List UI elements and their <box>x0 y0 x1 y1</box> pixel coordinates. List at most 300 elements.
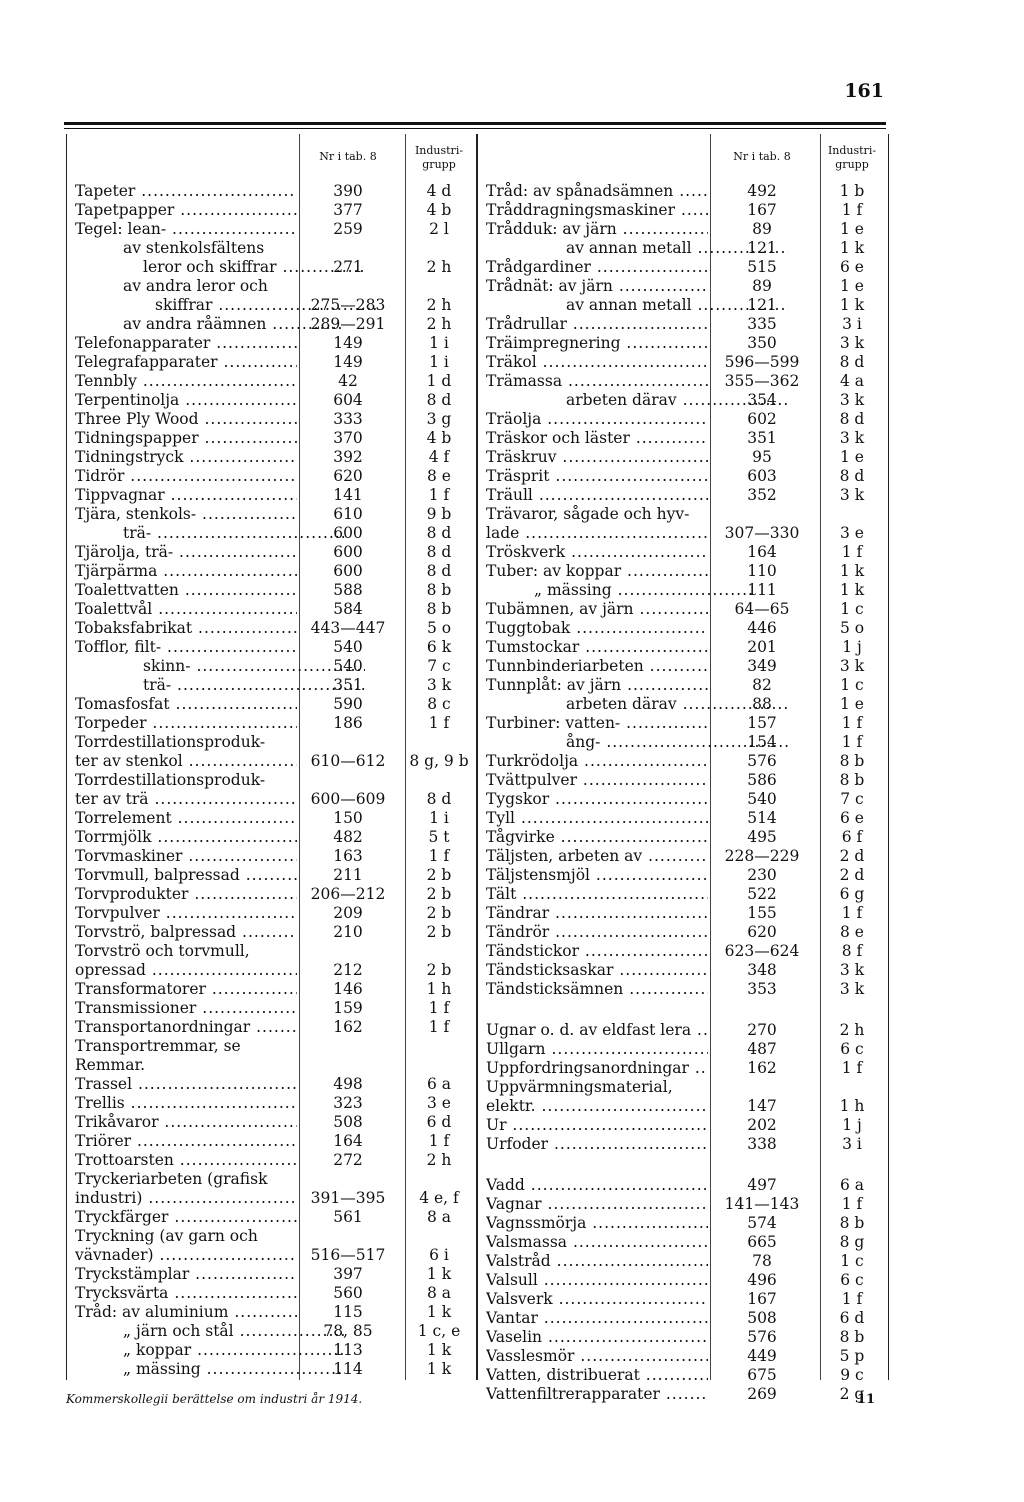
entry-industry-group: 6 a <box>839 1176 865 1194</box>
entry-table-number: 353 <box>747 980 777 998</box>
entry-table-number: 496 <box>747 1271 777 1289</box>
table-row <box>67 1056 477 1075</box>
entry-table-number: 350 <box>747 334 777 352</box>
header-nr: Nr i tab. 8 <box>733 150 791 163</box>
entry-industry-group: 5 o <box>426 619 452 637</box>
table-row <box>67 1246 477 1265</box>
table-row <box>67 448 477 467</box>
entry-label: Vaselin ..... <box>486 1328 708 1347</box>
entry-industry-group: 1 d <box>426 372 452 390</box>
entry-label: av annan metall ..... <box>486 296 788 315</box>
entry-label: Tändsticksämnen ..... <box>486 980 708 999</box>
entry-label: Vadd ..... <box>486 1176 708 1195</box>
entry-label: Ullgarn ..... <box>486 1040 708 1059</box>
table-row <box>67 334 477 353</box>
entry-table-number: 150 <box>333 809 363 827</box>
entry-label: Tegel: lean- ..... <box>75 220 297 239</box>
entry-label: Tändstickor ..... <box>486 942 708 961</box>
entry-industry-group: 3 k <box>839 961 865 979</box>
entry-industry-group: 8 d <box>839 467 865 485</box>
entry-label: Ugnar o. d. av eldfast lera ..... <box>486 1021 708 1040</box>
entry-industry-group: 1 h <box>839 1097 865 1115</box>
entry-label: ång- ..... <box>486 733 788 752</box>
table-row <box>478 980 888 999</box>
entry-label: „ koppar ..... <box>75 1341 345 1360</box>
entry-industry-group: 3 i <box>842 1135 862 1153</box>
entry-label: Vagnar ..... <box>486 1195 708 1214</box>
table-row <box>67 296 477 315</box>
entry-industry-group: 3 e <box>840 524 864 542</box>
entry-table-number: 113 <box>333 1341 363 1359</box>
entry-label: arbeten därav ..... <box>486 391 788 410</box>
entry-label: Vatten, distribuerat ..... <box>486 1366 708 1385</box>
entry-label: Vasslesmör ..... <box>486 1347 708 1366</box>
table-row <box>478 657 888 676</box>
entry-table-number: 78, 85 <box>323 1322 373 1340</box>
entry-label: Tobaksfabrikat ..... <box>75 619 297 638</box>
entry-table-number: 355—362 <box>724 372 800 390</box>
entry-industry-group: 2 l <box>429 220 449 238</box>
table-row <box>478 182 888 201</box>
entry-label: „ mässing ..... <box>75 1360 345 1379</box>
entry-industry-group: 6 d <box>426 1113 452 1131</box>
entry-label: Träskor och läster ..... <box>486 429 708 448</box>
entry-label: Trådgardiner ..... <box>486 258 708 277</box>
table-row <box>478 923 888 942</box>
entry-industry-group: 6 e <box>840 809 864 827</box>
entry-table-number: 449 <box>747 1347 777 1365</box>
entry-table-number: 162 <box>747 1059 777 1077</box>
entry-industry-group: 2 h <box>839 1021 865 1039</box>
entry-label: Tygskor ..... <box>486 790 708 809</box>
table-row <box>478 1290 888 1309</box>
entry-label: Träimpregnering ..... <box>486 334 708 353</box>
entry-industry-group: 8 d <box>839 410 865 428</box>
table-row <box>478 1366 888 1385</box>
entry-table-number: 497 <box>747 1176 777 1194</box>
entry-label: Torvmaskiner ..... <box>75 847 297 866</box>
entry-table-number: 446 <box>747 619 777 637</box>
entry-industry-group: 1 b <box>839 182 865 200</box>
table-row <box>67 277 477 296</box>
table-row <box>67 315 477 334</box>
entry-industry-group: 3 e <box>427 1094 451 1112</box>
table-row <box>67 1227 477 1246</box>
entry-industry-group: 2 h <box>426 1151 452 1169</box>
table-row <box>67 1303 477 1322</box>
table-row <box>67 904 477 923</box>
entry-industry-group: 4 b <box>426 429 452 447</box>
table-row <box>478 410 888 429</box>
entry-table-number: 162 <box>333 1018 363 1036</box>
entry-label: Tunnbinderiarbeten ..... <box>486 657 708 676</box>
entry-label: Tidningstryck ..... <box>75 448 297 467</box>
table-row <box>67 1189 477 1208</box>
table-row <box>478 885 888 904</box>
entry-industry-group: 8 d <box>426 543 452 561</box>
left-column <box>66 134 478 1380</box>
table-row <box>67 505 477 524</box>
table-row <box>478 600 888 619</box>
entry-table-number: 78 <box>752 1252 772 1270</box>
entry-table-number: 164 <box>747 543 777 561</box>
entry-industry-group: 8 b <box>839 771 865 789</box>
entry-table-number: 211 <box>333 866 363 884</box>
entry-table-number: 89 <box>752 220 772 238</box>
entry-label: lade ..... <box>486 524 708 543</box>
table-row <box>67 885 477 904</box>
entry-table-number: 149 <box>333 353 363 371</box>
entry-label: „ järn och stål ..... <box>75 1322 345 1341</box>
entry-label: Tändrar ..... <box>486 904 708 923</box>
entry-table-number: 352 <box>747 486 777 504</box>
entry-industry-group: 2 h <box>426 315 452 333</box>
table-row <box>478 1135 888 1154</box>
entry-label: Toalettvål ..... <box>75 600 297 619</box>
entry-label: Transportremmar, se <box>75 1037 241 1055</box>
table-row <box>478 353 888 372</box>
entry-table-number: 88 <box>752 695 772 713</box>
entry-industry-group: 1 e <box>840 448 864 466</box>
entry-table-number: 212 <box>333 961 363 979</box>
entry-industry-group: 3 k <box>839 657 865 675</box>
left-header <box>67 134 477 182</box>
entry-label: Tågvirke ..... <box>486 828 708 847</box>
entry-label: Terpentinolja ..... <box>75 391 297 410</box>
entry-label: Tändrör ..... <box>486 923 708 942</box>
entry-industry-group: 5 o <box>839 619 865 637</box>
entry-label: arbeten därav ..... <box>486 695 788 714</box>
entry-label: av andra leror och <box>123 277 268 295</box>
entry-table-number: 271 <box>333 258 363 276</box>
table-row <box>67 258 477 277</box>
entry-table-number: 584 <box>333 600 363 618</box>
entry-table-number: 600—609 <box>310 790 386 808</box>
table-row <box>478 1385 888 1404</box>
entry-table-number: 110 <box>747 562 777 580</box>
header-nr: Nr i tab. 8 <box>319 150 377 163</box>
entry-industry-group: 1 c <box>840 1252 864 1270</box>
entry-table-number: 600 <box>333 543 363 561</box>
entry-label: Valsull ..... <box>486 1271 708 1290</box>
entry-label: Trådnät: av järn ..... <box>486 277 708 296</box>
entry-label: Torpeder ..... <box>75 714 297 733</box>
table-row <box>67 980 477 999</box>
entry-table-number: 588 <box>333 581 363 599</box>
entry-label: Tryckstämplar ..... <box>75 1265 297 1284</box>
entry-industry-group: 1 e <box>840 220 864 238</box>
entry-label: Triörer ..... <box>75 1132 297 1151</box>
entry-industry-group: 8 f <box>841 942 863 960</box>
entry-label: Trådrullar ..... <box>486 315 708 334</box>
entry-table-number: 121 <box>747 296 777 314</box>
entry-industry-group: 8 g <box>839 1233 865 1251</box>
entry-label: Tråddragningsmaskiner ..... <box>486 201 708 220</box>
entry-table-number: 323 <box>333 1094 363 1112</box>
entry-label: Trämassa ..... <box>486 372 708 391</box>
left-rows <box>67 182 477 1379</box>
entry-table-number: 397 <box>333 1265 363 1283</box>
entry-label: Turbiner: vatten- ..... <box>486 714 708 733</box>
entry-industry-group: 6 i <box>429 1246 449 1264</box>
entry-table-number: 560 <box>333 1284 363 1302</box>
table-row <box>478 1116 888 1135</box>
entry-industry-group: 1 f <box>428 847 450 865</box>
table-row <box>478 809 888 828</box>
entry-industry-group: 1 f <box>428 999 450 1017</box>
table-row <box>478 942 888 961</box>
entry-label: Tröskverk ..... <box>486 543 708 562</box>
entry-label: Tryckfärger ..... <box>75 1208 297 1227</box>
entry-table-number: 540 <box>333 638 363 656</box>
entry-label: Uppvärmningsmaterial, <box>486 1078 673 1096</box>
entry-table-number: 623—624 <box>724 942 800 960</box>
table-row <box>478 714 888 733</box>
table-row <box>67 1322 477 1341</box>
entry-industry-group: 8 a <box>426 1208 452 1226</box>
table-row <box>67 657 477 676</box>
entry-table-number: 561 <box>333 1208 363 1226</box>
entry-table-number: 157 <box>747 714 777 732</box>
table-row <box>478 334 888 353</box>
table-row <box>67 429 477 448</box>
entry-label: Träsprit ..... <box>486 467 708 486</box>
entry-industry-group: 6 d <box>839 1309 865 1327</box>
entry-industry-group: 3 k <box>839 391 865 409</box>
table-row <box>478 1078 888 1097</box>
entry-industry-group: 1 f <box>841 1290 863 1308</box>
table-row <box>67 1075 477 1094</box>
entry-table-number: 111 <box>747 581 777 599</box>
right-rows <box>478 182 888 1404</box>
entry-industry-group: 6 g <box>839 885 865 903</box>
table-row <box>67 486 477 505</box>
table-row <box>67 771 477 790</box>
right-column <box>476 134 889 1403</box>
entry-industry-group: 1 f <box>428 486 450 504</box>
entry-industry-group: 1 k <box>839 239 865 257</box>
entry-table-number: 155 <box>747 904 777 922</box>
table-row <box>478 315 888 334</box>
entry-label: Valsverk ..... <box>486 1290 708 1309</box>
table-row <box>67 581 477 600</box>
entry-label: Tennbly ..... <box>75 372 297 391</box>
table-row <box>67 847 477 866</box>
entry-table-number: 146 <box>333 980 363 998</box>
entry-table-number: 228—229 <box>724 847 800 865</box>
table-row <box>478 562 888 581</box>
table-row <box>67 828 477 847</box>
entry-table-number: 201 <box>747 638 777 656</box>
entry-table-number: 391—395 <box>310 1189 386 1207</box>
entry-industry-group: 6 f <box>841 828 863 846</box>
footer-source: Kommerskollegii berättelse om industri år 1914. <box>66 1392 363 1406</box>
table-row <box>67 1170 477 1189</box>
entry-label: Torrdestillationsproduk- <box>75 733 266 751</box>
table-row <box>478 1195 888 1214</box>
entry-table-number: 42 <box>338 372 358 390</box>
table-row <box>478 372 888 391</box>
table-row <box>67 942 477 961</box>
entry-industry-group: 3 i <box>842 315 862 333</box>
entry-label: Telefonapparater ..... <box>75 334 297 353</box>
entry-label: skiffrar ..... <box>75 296 377 315</box>
entry-industry-group: 2 h <box>426 296 452 314</box>
entry-label: Tvättpulver ..... <box>486 771 708 790</box>
entry-industry-group: 1 f <box>428 1132 450 1150</box>
table-row <box>478 201 888 220</box>
table-row <box>478 220 888 239</box>
table-row <box>478 1097 888 1116</box>
entry-table-number: 338 <box>747 1135 777 1153</box>
entry-label: Valsmassa ..... <box>486 1233 708 1252</box>
entry-label: av andra råämnen ..... <box>75 315 345 334</box>
table-row <box>67 353 477 372</box>
entry-industry-group: 8 a <box>426 1284 452 1302</box>
entry-industry-group: 1 k <box>426 1265 452 1283</box>
footer-sheet-number: 11 <box>857 1392 876 1407</box>
top-rule-thin <box>64 128 886 129</box>
entry-table-number: 602 <box>747 410 777 428</box>
table-row <box>478 277 888 296</box>
entry-label: Transformatorer ..... <box>75 980 297 999</box>
table-row <box>478 391 888 410</box>
entry-table-number: 482 <box>333 828 363 846</box>
entry-table-number: 159 <box>333 999 363 1017</box>
entry-table-number: 498 <box>333 1075 363 1093</box>
entry-label: Täljsten, arbeten av ..... <box>486 847 708 866</box>
entry-table-number: 230 <box>747 866 777 884</box>
entry-industry-group: 8 g, 9 b <box>409 752 469 770</box>
entry-table-number: 272 <box>333 1151 363 1169</box>
table-row <box>478 239 888 258</box>
entry-label: Trellis ..... <box>75 1094 297 1113</box>
entry-label: industri) ..... <box>75 1189 297 1208</box>
entry-industry-group: 9 c <box>840 1366 864 1384</box>
entry-industry-group: 1 e <box>840 277 864 295</box>
entry-table-number: 114 <box>333 1360 363 1378</box>
entry-label: Tuggtobak ..... <box>486 619 708 638</box>
entry-table-number: 348 <box>747 961 777 979</box>
table-row <box>67 752 477 771</box>
entry-industry-group: 3 g <box>426 410 452 428</box>
entry-industry-group: 8 b <box>839 752 865 770</box>
entry-label: Toalettvatten ..... <box>75 581 297 600</box>
entry-label: Torvströ och torvmull, <box>75 942 250 960</box>
entry-label: Torrdestillationsproduk- <box>75 771 266 789</box>
entry-industry-group: 7 c <box>840 790 864 808</box>
table-row <box>67 600 477 619</box>
entry-table-number: 206—212 <box>310 885 386 903</box>
entry-table-number: 604 <box>333 391 363 409</box>
entry-industry-group: 3 k <box>839 334 865 352</box>
table-row <box>478 1040 888 1059</box>
entry-label: leror och skiffrar ..... <box>75 258 365 277</box>
entry-table-number: 210 <box>333 923 363 941</box>
entry-table-number: 492 <box>747 182 777 200</box>
entry-label: Torrmjölk ..... <box>75 828 297 847</box>
table-row <box>67 790 477 809</box>
entry-industry-group: 6 k <box>426 638 452 656</box>
entry-table-number: 95 <box>752 448 772 466</box>
entry-table-number: 600 <box>333 562 363 580</box>
table-row <box>67 410 477 429</box>
entry-label: Tunnplåt: av järn ..... <box>486 676 708 695</box>
entry-table-number: 349 <box>747 657 777 675</box>
entry-table-number: 149 <box>333 334 363 352</box>
entry-industry-group: 1 k <box>839 562 865 580</box>
entry-table-number: 289—291 <box>310 315 386 333</box>
table-row <box>67 809 477 828</box>
entry-table-number: 495 <box>747 828 777 846</box>
entry-table-number: 392 <box>333 448 363 466</box>
entry-label: Torvprodukter ..... <box>75 885 297 904</box>
entry-label: Transportanordningar ..... <box>75 1018 297 1037</box>
entry-industry-group: 5 p <box>839 1347 865 1365</box>
entry-industry-group: 1 c <box>840 600 864 618</box>
entry-label: elektr. ..... <box>486 1097 708 1116</box>
entry-table-number: 186 <box>333 714 363 732</box>
entry-table-number: 610 <box>333 505 363 523</box>
entry-industry-group: 1 f <box>841 201 863 219</box>
table-row <box>478 296 888 315</box>
entry-industry-group: 8 b <box>839 1328 865 1346</box>
entry-table-number: 574 <box>747 1214 777 1232</box>
table-row <box>67 562 477 581</box>
entry-table-number: 590 <box>333 695 363 713</box>
entry-table-number: 270 <box>747 1021 777 1039</box>
table-row <box>478 695 888 714</box>
entry-industry-group: 2 g <box>839 1385 865 1403</box>
table-row <box>67 1037 477 1056</box>
entry-industry-group: 2 b <box>426 885 452 903</box>
table-row <box>67 1341 477 1360</box>
entry-label: Träkol ..... <box>486 353 708 372</box>
entry-industry-group: 4 e, f <box>419 1189 459 1207</box>
entry-industry-group: 1 f <box>841 1195 863 1213</box>
entry-table-number: 167 <box>747 1290 777 1308</box>
entry-industry-group: 4 b <box>426 201 452 219</box>
table-row <box>478 1176 888 1195</box>
entry-label: Trikåvaror ..... <box>75 1113 297 1132</box>
entry-label: Tofflor, filt- ..... <box>75 638 297 657</box>
entry-label: opressad ..... <box>75 961 297 980</box>
entry-industry-group: 2 d <box>839 866 865 884</box>
entry-table-number: 665 <box>747 1233 777 1251</box>
entry-industry-group: 1 j <box>842 638 862 656</box>
table-row <box>478 467 888 486</box>
entry-label: ter av trä ..... <box>75 790 297 809</box>
entry-label: Ur ..... <box>486 1116 708 1135</box>
entry-label: Torvströ, balpressad ..... <box>75 923 297 942</box>
table-row <box>478 543 888 562</box>
entry-table-number: 522 <box>747 885 777 903</box>
table-row <box>478 619 888 638</box>
entry-label: Tjära, stenkols- ..... <box>75 505 297 524</box>
entry-industry-group: 8 b <box>839 1214 865 1232</box>
entry-label: Telegrafapparater ..... <box>75 353 297 372</box>
table-row <box>478 448 888 467</box>
entry-label: Tumstockar ..... <box>486 638 708 657</box>
entry-industry-group: 1 k <box>839 581 865 599</box>
table-row <box>478 771 888 790</box>
table-row <box>67 1265 477 1284</box>
entry-industry-group: 8 d <box>426 524 452 542</box>
entry-industry-group: 8 d <box>426 790 452 808</box>
entry-table-number: 154 <box>747 733 777 751</box>
entry-industry-group: 8 d <box>426 562 452 580</box>
entry-table-number: 115 <box>333 1303 363 1321</box>
